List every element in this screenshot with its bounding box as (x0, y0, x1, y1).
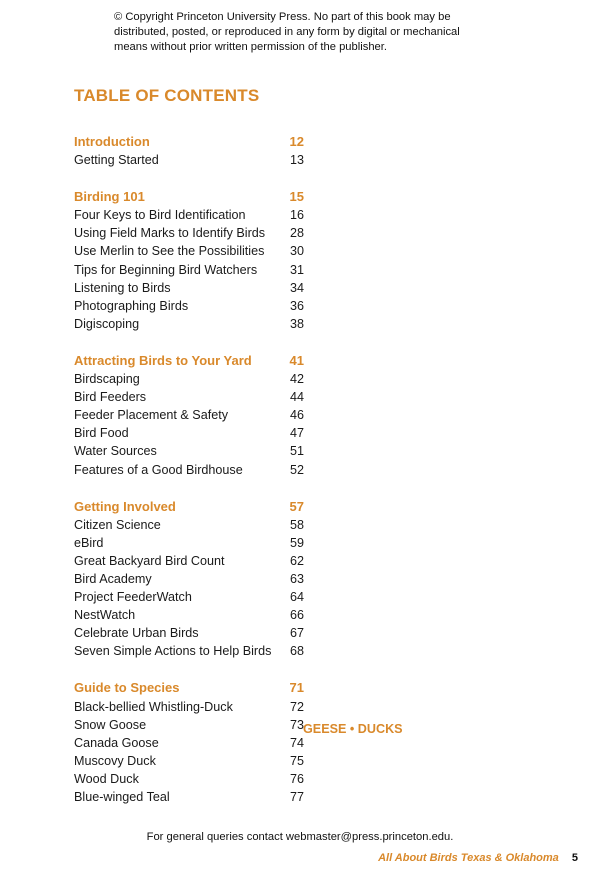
toc-entry (74, 770, 304, 788)
toc-entry-page: 74 (289, 735, 304, 750)
toc-entry-title: Seven Simple Actions to Help Birds (74, 644, 272, 659)
toc-entry-title: Celebrate Urban Birds (74, 626, 199, 641)
toc-heading-title: Getting Involved (74, 498, 176, 514)
toc-entry-page: 31 (289, 262, 304, 277)
toc-entry-title: Feeder Placement & Safety (74, 408, 229, 423)
toc-entry-page: 59 (289, 535, 304, 550)
toc-entry (74, 516, 304, 534)
toc-entry-title: Wood Duck (74, 771, 139, 786)
toc-entry-page: 73 (289, 717, 304, 732)
toc-entry-title: Bird Food (74, 426, 129, 441)
toc-entry (74, 279, 304, 297)
toc-heading-title: Introduction (74, 134, 150, 149)
toc-entry-page: 36 (289, 298, 304, 313)
toc-entry (74, 261, 304, 279)
toc-entry (74, 424, 304, 442)
toc-entry (74, 552, 304, 570)
toc-entry-page: 52 (289, 462, 304, 477)
toc-entry (74, 570, 304, 588)
toc-entry (74, 624, 304, 642)
toc-entry-title: eBird (74, 535, 104, 550)
toc-entry-title: Project FeederWatch (74, 590, 192, 605)
toc-entry-page: 64 (289, 590, 304, 605)
toc-entry (74, 642, 304, 660)
toc-entry-page: 76 (289, 771, 304, 786)
toc-entry-page: 62 (289, 553, 304, 568)
toc-entry (74, 606, 304, 624)
toc-section-attracting-birds (74, 352, 304, 479)
toc-title: TABLE OF CONTENTS (74, 86, 260, 105)
toc-entry (74, 297, 304, 315)
toc-entry-page: 68 (289, 644, 304, 659)
toc-entry (74, 206, 304, 224)
toc-entry-page: 13 (289, 153, 304, 168)
toc-entry-page: 72 (289, 699, 304, 714)
toc-entry-title: NestWatch (74, 608, 136, 623)
toc-entry-title: Bird Feeders (74, 390, 147, 405)
page-number: 5 (571, 852, 578, 864)
toc-entry-page: 58 (289, 517, 304, 532)
toc-entry-page: 34 (289, 280, 304, 295)
toc-entry-title: Digiscoping (74, 316, 140, 331)
toc-entry (74, 224, 304, 242)
toc-heading (74, 679, 304, 697)
toc-section-guide-to-species (74, 679, 304, 806)
toc-entry-title: Citizen Science (74, 517, 161, 532)
toc-entry-page: 67 (289, 626, 304, 641)
footer-contact: For general queries contact webmaster@press.princeton.edu. (146, 831, 454, 843)
toc-entry (74, 370, 304, 388)
toc-entry-page: 38 (289, 316, 304, 331)
toc-entry-title: Water Sources (74, 444, 157, 459)
toc-entry (74, 734, 304, 752)
toc-heading-page: 15 (289, 189, 304, 205)
toc-entry (74, 752, 304, 770)
toc-section-getting-involved (74, 498, 304, 661)
toc-heading (74, 352, 304, 370)
toc-heading-title: Attracting Birds to Your Yard (74, 352, 252, 368)
toc-heading-page: 71 (289, 680, 304, 696)
toc-heading (74, 498, 304, 516)
toc-entry-page: 47 (289, 426, 304, 441)
toc-entry-title: Canada Goose (74, 735, 159, 750)
toc-entry-page: 63 (289, 571, 304, 586)
toc-section-introduction (74, 133, 304, 169)
toc-entry-page: 28 (289, 226, 304, 241)
toc-entry-title: Using Field Marks to Identify Birds (74, 226, 266, 241)
toc-entry (74, 534, 304, 552)
toc-entry-title: Getting Started (74, 153, 159, 168)
book-title: All About Birds Texas & Oklahoma (378, 852, 559, 864)
toc-entry-page: 16 (289, 208, 304, 223)
toc-entry-title: Muscovy Duck (74, 753, 156, 768)
table-of-contents (74, 133, 304, 825)
toc-entry-title: Listening to Birds (74, 280, 171, 295)
toc-entry-title: Black-bellied Whistling-Duck (74, 699, 233, 714)
toc-entry-page: 77 (289, 790, 304, 804)
toc-heading-page: 41 (289, 352, 304, 368)
toc-entry-page: 66 (289, 608, 304, 623)
toc-entry-title: Photographing Birds (74, 298, 189, 313)
toc-entry-title: Four Keys to Bird Identification (74, 208, 246, 223)
toc-entry (74, 788, 304, 806)
toc-heading-page: 57 (289, 498, 304, 514)
toc-heading-title: Birding 101 (74, 189, 145, 205)
toc-entry-page: 51 (289, 444, 304, 459)
toc-entry (74, 315, 304, 333)
toc-entry (74, 588, 304, 606)
toc-heading (74, 133, 304, 151)
toc-entry-title: Blue-winged Teal (74, 790, 170, 804)
toc-entry-page: 30 (289, 244, 304, 259)
toc-heading (74, 188, 304, 206)
toc-heading-page: 12 (289, 134, 304, 149)
toc-entry-title: Tips for Beginning Bird Watchers (74, 262, 258, 277)
toc-entry-title: Features of a Good Birdhouse (74, 462, 243, 477)
toc-entry-page: 75 (289, 753, 304, 768)
copyright-notice: © Copyright Princeton University Press. No part of this book may be distributed, posted, or reproduced in any form by digital or mechanical means without prior written permission of the publisher. (114, 11, 460, 53)
toc-entry (74, 242, 304, 260)
toc-entry-page: 46 (289, 408, 304, 423)
species-group-label: GEESE • DUCKS (303, 722, 403, 736)
toc-entry (74, 151, 304, 169)
toc-entry-title: Great Backyard Bird Count (74, 553, 225, 568)
toc-entry (74, 698, 304, 716)
toc-entry-page: 44 (289, 390, 304, 405)
running-footer (378, 852, 578, 864)
toc-entry (74, 461, 304, 479)
toc-entry (74, 442, 304, 460)
toc-entry-title: Use Merlin to See the Possibilities (74, 244, 265, 259)
toc-entry (74, 388, 304, 406)
toc-entry-title: Birdscaping (74, 372, 140, 387)
toc-entry (74, 716, 304, 734)
toc-section-birding-101 (74, 188, 304, 333)
toc-entry-title: Bird Academy (74, 571, 152, 586)
toc-entry-title: Snow Goose (74, 717, 147, 732)
toc-entry (74, 406, 304, 424)
toc-heading-title: Guide to Species (74, 680, 180, 696)
toc-entry-page: 42 (289, 372, 304, 387)
